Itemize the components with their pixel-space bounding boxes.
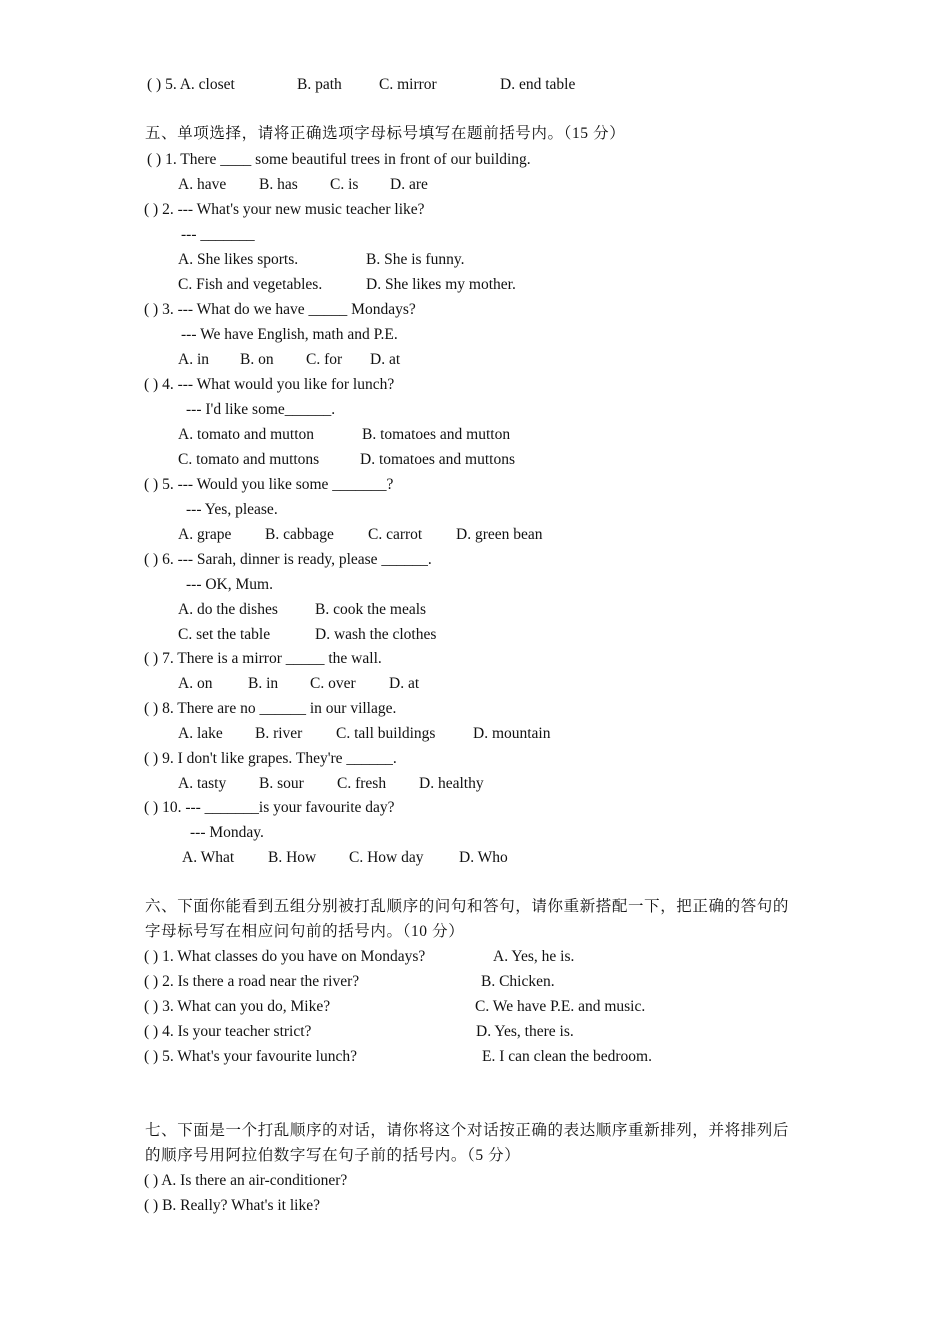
s5-q8-option-a: A. lake bbox=[178, 725, 223, 742]
s5-q3-stem: ( ) 3. --- What do we have _____ Mondays? bbox=[144, 301, 416, 318]
s5-q2-stem: ( ) 2. --- What's your new music teacher like? bbox=[144, 201, 425, 218]
s5-q3-option-c: C. for bbox=[306, 351, 343, 368]
s5-q8-option-d: D. mountain bbox=[473, 725, 551, 742]
s5-q2-reply: --- _______ bbox=[181, 226, 255, 243]
s5-q3-option-d: D. at bbox=[370, 351, 401, 368]
s5-q5-stem: ( ) 5. --- Would you like some _______? bbox=[144, 476, 394, 493]
s5-q3-option-a: A. in bbox=[178, 351, 209, 368]
s6-question-5: ( ) 5. What's your favourite lunch? bbox=[144, 1048, 357, 1065]
s5-q3-reply: --- We have English, math and P.E. bbox=[181, 326, 398, 343]
s5-q7-option-b: B. in bbox=[248, 675, 279, 692]
s5-q3-option-b: B. on bbox=[240, 351, 274, 368]
s5-q10-option-a: A. What bbox=[182, 849, 235, 866]
s5-q6-option-a: A. do the dishes bbox=[178, 601, 278, 618]
s5-q4-option-b: B. tomatoes and mutton bbox=[362, 426, 511, 443]
s5-q1-option-b: B. has bbox=[259, 176, 298, 193]
s5-q7-stem: ( ) 7. There is a mirror _____ the wall. bbox=[144, 650, 382, 667]
prev-q5-option-c: C. mirror bbox=[379, 76, 437, 93]
s5-q9-option-c: C. fresh bbox=[337, 775, 387, 792]
s5-q5-option-a: A. grape bbox=[178, 526, 232, 543]
section5-title: 五、单项选择，请将正确选项字母标号填写在题前括号内。（15 分） bbox=[145, 125, 626, 142]
s5-q2-option-c: C. Fish and vegetables. bbox=[178, 276, 323, 293]
s5-q5-option-d: D. green bean bbox=[456, 526, 543, 543]
section7-title-line2: 的顺序号用阿拉伯数字写在句子前的括号内。（5 分） bbox=[145, 1147, 521, 1164]
s5-q6-stem: ( ) 6. --- Sarah, dinner is ready, please ______. bbox=[144, 551, 432, 568]
prev-q5-option-b: B. path bbox=[297, 76, 342, 93]
s5-q6-option-d: D. wash the clothes bbox=[315, 626, 437, 643]
s5-q7-option-c: C. over bbox=[310, 675, 356, 692]
s5-q8-stem: ( ) 8. There are no ______ in our village. bbox=[144, 700, 397, 717]
s5-q8-option-c: C. tall buildings bbox=[336, 725, 436, 742]
s5-q6-option-c: C. set the table bbox=[178, 626, 271, 643]
s5-q10-option-d: D. Who bbox=[459, 849, 508, 866]
s6-answer-e: E. I can clean the bedroom. bbox=[482, 1048, 652, 1065]
s5-q4-stem: ( ) 4. --- What would you like for lunch? bbox=[144, 376, 395, 393]
s5-q10-option-c: C. How day bbox=[349, 849, 424, 866]
s6-question-4: ( ) 4. Is your teacher strict? bbox=[144, 1023, 312, 1040]
s5-q1-option-d: D. are bbox=[390, 176, 428, 193]
s5-q6-option-b: B. cook the meals bbox=[315, 601, 427, 618]
s5-q9-stem: ( ) 9. I don't like grapes. They're ______. bbox=[144, 750, 397, 767]
s5-q10-option-b: B. How bbox=[268, 849, 317, 866]
s5-q1-option-a: A. have bbox=[178, 176, 227, 193]
s7-line-a: ( ) A. Is there an air-conditioner? bbox=[144, 1172, 348, 1189]
s5-q9-option-d: D. healthy bbox=[419, 775, 484, 792]
s5-q7-option-d: D. at bbox=[389, 675, 420, 692]
section6-title-line1: 六、下面你能看到五组分别被打乱顺序的问句和答句，请你重新搭配一下，把正确的答句的 bbox=[145, 898, 790, 915]
s5-q2-option-b: B. She is funny. bbox=[366, 251, 465, 268]
s6-question-1: ( ) 1. What classes do you have on Mondays? bbox=[144, 948, 426, 965]
s5-q5-reply: --- Yes, please. bbox=[186, 501, 278, 518]
prev-q5-option-d: D. end table bbox=[500, 76, 576, 93]
s5-q6-reply: --- OK, Mum. bbox=[186, 576, 273, 593]
section7-title-line1: 七、下面是一个打乱顺序的对话，请你将这个对话按正确的表达顺序重新排列，并将排列后 bbox=[145, 1122, 790, 1139]
s6-answer-a: A. Yes, he is. bbox=[493, 948, 575, 965]
s5-q4-option-d: D. tomatoes and muttons bbox=[360, 451, 515, 468]
s5-q4-reply: --- I'd like some______. bbox=[186, 401, 336, 418]
s6-question-2: ( ) 2. Is there a road near the river? bbox=[144, 973, 360, 990]
s5-q9-option-a: A. tasty bbox=[178, 775, 227, 792]
s5-q1-option-c: C. is bbox=[330, 176, 359, 193]
s5-q9-option-b: B. sour bbox=[259, 775, 304, 792]
s5-q4-option-c: C. tomato and muttons bbox=[178, 451, 320, 468]
s5-q5-option-c: C. carrot bbox=[368, 526, 423, 543]
s7-line-b: ( ) B. Really? What's it like? bbox=[144, 1197, 320, 1214]
s6-answer-b: B. Chicken. bbox=[481, 973, 555, 990]
s5-q1-stem: ( ) 1. There ____ some beautiful trees in front of our building. bbox=[147, 151, 531, 168]
s5-q10-stem: ( ) 10. --- _______is your favourite day? bbox=[144, 799, 395, 816]
s5-q2-option-a: A. She likes sports. bbox=[178, 251, 299, 268]
s5-q10-reply: --- Monday. bbox=[190, 824, 264, 841]
s6-answer-c: C. We have P.E. and music. bbox=[475, 998, 646, 1015]
s5-q8-option-b: B. river bbox=[255, 725, 303, 742]
s5-q4-option-a: A. tomato and mutton bbox=[178, 426, 315, 443]
s6-question-3: ( ) 3. What can you do, Mike? bbox=[144, 998, 331, 1015]
s5-q5-option-b: B. cabbage bbox=[265, 526, 334, 543]
s6-answer-d: D. Yes, there is. bbox=[476, 1023, 574, 1040]
s5-q2-option-d: D. She likes my mother. bbox=[366, 276, 516, 293]
s5-q7-option-a: A. on bbox=[178, 675, 213, 692]
prev-q5-stem: ( ) 5. A. closet bbox=[147, 76, 235, 93]
section6-title-line2: 字母标号写在相应问句前的括号内。（10 分） bbox=[145, 923, 465, 940]
